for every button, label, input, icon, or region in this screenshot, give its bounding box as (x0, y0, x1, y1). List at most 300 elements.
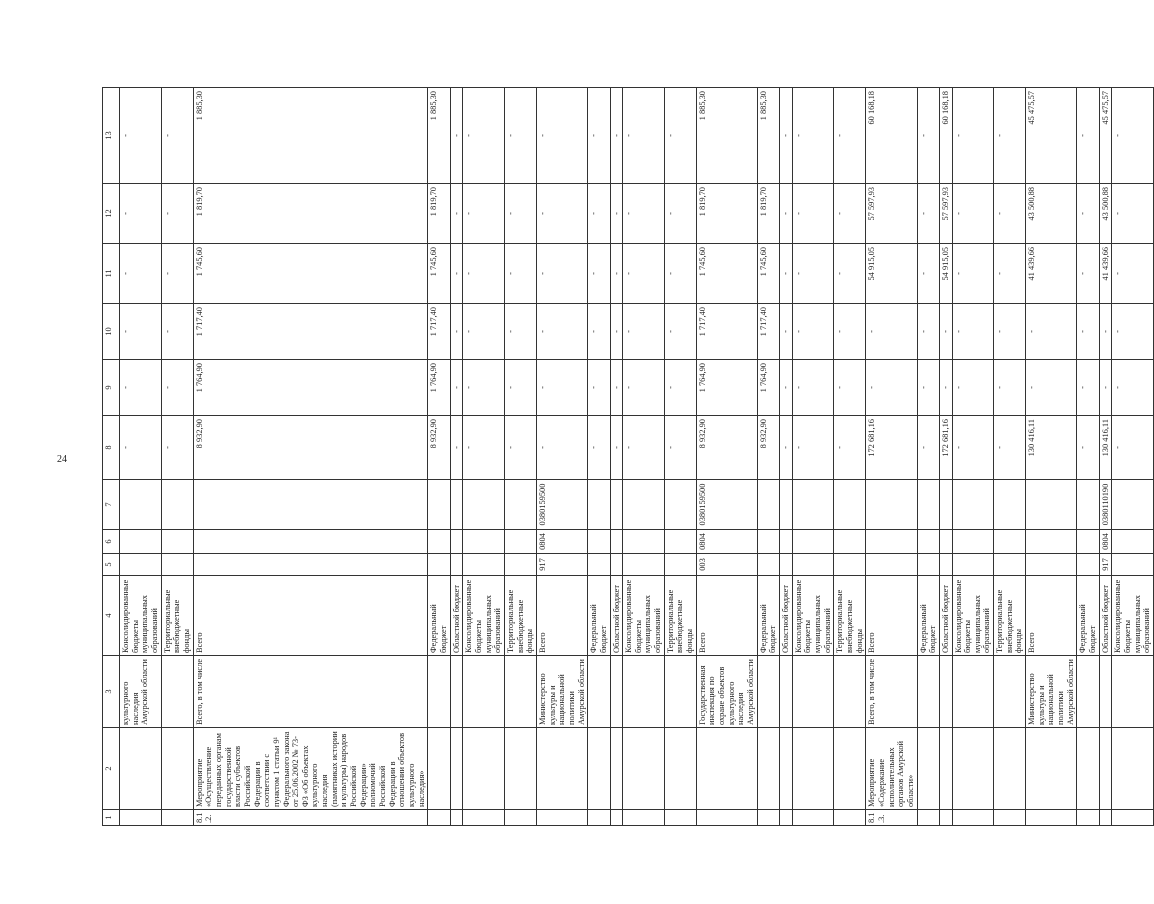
table-cell (757, 554, 779, 576)
table-cell (917, 728, 939, 810)
table-cell (610, 810, 623, 826)
table-row (504, 88, 536, 826)
table-row (450, 88, 463, 826)
table-cell: 41 439,66 (1099, 244, 1112, 304)
table-cell: - (1026, 360, 1077, 416)
table-cell: 54 915,05 (939, 244, 952, 304)
table-cell (450, 480, 463, 530)
table-cell (1112, 480, 1154, 530)
table-row (463, 88, 505, 826)
table-cell (757, 656, 779, 728)
table-cell: - (952, 244, 994, 304)
table-cell (504, 656, 536, 728)
table-cell: 1 885,30 (696, 88, 757, 184)
table-cell: Всего, в том числе (193, 656, 428, 728)
table-cell (866, 554, 917, 576)
table-cell (588, 554, 610, 576)
table-row (428, 88, 450, 826)
column-header: 11 (103, 244, 120, 304)
table-cell (463, 480, 505, 530)
table-cell: - (161, 360, 193, 416)
table-cell (161, 728, 193, 810)
table-cell (120, 480, 162, 530)
table-cell: - (504, 360, 536, 416)
table-cell (610, 728, 623, 810)
table-cell: - (994, 88, 1026, 184)
table-cell (1112, 728, 1154, 810)
table-cell: - (623, 88, 665, 184)
table-cell: Федеральный бюджет (428, 576, 450, 656)
table-cell (463, 554, 505, 576)
table-cell: - (463, 304, 505, 360)
table-cell: - (610, 88, 623, 184)
table-cell: Областной бюджет (450, 576, 463, 656)
table-cell: Консолидированные бюджеты муниципальных образований (623, 576, 665, 656)
table-cell: 45 475,57 (1099, 88, 1112, 184)
table-cell: 41 439,66 (1026, 244, 1077, 304)
table-cell (161, 656, 193, 728)
table-cell: - (463, 360, 505, 416)
table-cell: - (623, 184, 665, 244)
table-cell: - (917, 360, 939, 416)
table-cell: - (952, 184, 994, 244)
table-cell (757, 728, 779, 810)
table-cell (504, 728, 536, 810)
table-cell: 1 885,30 (193, 88, 428, 184)
table-cell: - (450, 244, 463, 304)
table-cell (610, 480, 623, 530)
table-cell: - (450, 416, 463, 480)
table-cell: - (504, 88, 536, 184)
table-cell: 43 500,88 (1026, 184, 1077, 244)
table-cell: - (780, 360, 793, 416)
table-cell (834, 554, 866, 576)
table-cell (1112, 554, 1154, 576)
table-cell: 1 819,70 (696, 184, 757, 244)
table-cell: 1 717,40 (428, 304, 450, 360)
table-cell (623, 656, 665, 728)
table-cell: - (504, 416, 536, 480)
table-cell: 1 745,60 (696, 244, 757, 304)
table-cell: Территориальные внебюджетные фонды (834, 576, 866, 656)
table-cell: 1 819,70 (757, 184, 779, 244)
table-row (1112, 88, 1154, 826)
table-cell (952, 530, 994, 554)
table-row (952, 88, 994, 826)
table-cell: 8 932,90 (193, 416, 428, 480)
table-cell: 1 764,90 (428, 360, 450, 416)
table-cell: Мероприятие «Осуществление переданных органам государственной власти субъектов Российской Федерации в соответствии с пунктом 1 статьи 9¹ Федерального закона от 25.06.2002 № 73-ФЗ «Об объектах культурного наследия (памятниках истории и культуры) народов Российской Федерации» полномочий Российской Федерации в отношении объектов культурного наследия» (193, 728, 428, 810)
table-cell (780, 728, 793, 810)
table-cell (450, 530, 463, 554)
table-cell: - (588, 304, 610, 360)
table-cell: 57 597,93 (939, 184, 952, 244)
table-cell: Министерство культуры и национальной политики Амурской области (536, 656, 587, 728)
table-cell (588, 480, 610, 530)
table-cell: - (623, 360, 665, 416)
table-cell: - (504, 304, 536, 360)
table-row (120, 88, 162, 826)
table-cell: - (1077, 184, 1099, 244)
table-cell: Федеральный бюджет (917, 576, 939, 656)
table-cell: - (664, 184, 696, 244)
table-cell: 917 (1099, 554, 1112, 576)
table-cell: - (952, 304, 994, 360)
table-cell (428, 656, 450, 728)
table-cell: 0804 (536, 530, 587, 554)
table-cell (792, 810, 834, 826)
table-cell (664, 810, 696, 826)
table-row (664, 88, 696, 826)
table-cell: - (161, 184, 193, 244)
table-cell (994, 554, 1026, 576)
table-cell (588, 810, 610, 826)
table-cell (610, 554, 623, 576)
table-cell (450, 810, 463, 826)
table-cell: - (588, 184, 610, 244)
table-cell: - (536, 88, 587, 184)
table-cell: - (780, 304, 793, 360)
column-header: 12 (103, 184, 120, 244)
table-row (1077, 88, 1099, 826)
table-cell (450, 728, 463, 810)
table-cell (696, 728, 757, 810)
table-cell: - (994, 360, 1026, 416)
page-number: 24 (57, 454, 67, 465)
table-cell: 45 475,57 (1026, 88, 1077, 184)
table-cell: 1 717,40 (696, 304, 757, 360)
table-cell (120, 530, 162, 554)
table-cell (834, 728, 866, 810)
table-cell: - (834, 184, 866, 244)
table-cell: Всего (866, 576, 917, 656)
table-cell: Областной бюджет (610, 576, 623, 656)
table-cell: 8 932,90 (428, 416, 450, 480)
table-cell (834, 656, 866, 728)
table-cell: - (536, 360, 587, 416)
table-cell (696, 810, 757, 826)
table-cell: Всего (193, 576, 428, 656)
column-header: 5 (103, 554, 120, 576)
table-cell (463, 728, 505, 810)
table-cell: 130 416,11 (1026, 416, 1077, 480)
table-cell: - (1099, 304, 1112, 360)
table-row (193, 88, 428, 826)
table-cell: - (536, 304, 587, 360)
table-cell: - (834, 304, 866, 360)
table-cell: Территориальные внебюджетные фонды (664, 576, 696, 656)
table-cell: - (450, 184, 463, 244)
table-cell: 172 681,16 (939, 416, 952, 480)
table-cell (1026, 480, 1077, 530)
table-cell (792, 728, 834, 810)
table-cell: - (780, 416, 793, 480)
table-cell (504, 480, 536, 530)
table-cell (834, 530, 866, 554)
table-cell (1026, 810, 1077, 826)
table-cell (610, 656, 623, 728)
table-cell (952, 810, 994, 826)
table-cell: Областной бюджет (939, 576, 952, 656)
table-cell (664, 728, 696, 810)
table-cell (623, 728, 665, 810)
table-cell: - (792, 184, 834, 244)
table-cell: - (939, 360, 952, 416)
table-cell: - (610, 184, 623, 244)
table-cell: - (792, 88, 834, 184)
table-cell: - (1112, 184, 1154, 244)
column-header: 9 (103, 360, 120, 416)
table-cell (1077, 728, 1099, 810)
table-cell: - (1077, 88, 1099, 184)
table-cell (917, 480, 939, 530)
table-row (588, 88, 610, 826)
table-cell (1026, 728, 1077, 810)
table-cell: - (463, 416, 505, 480)
table-cell: Консолидированные бюджеты муниципальных образований (792, 576, 834, 656)
table-cell (588, 656, 610, 728)
table-cell (792, 480, 834, 530)
table-cell: - (792, 416, 834, 480)
table-cell (193, 554, 428, 576)
table-cell: культурного наследия Амурской области (120, 656, 162, 728)
table-cell: 60 168,18 (866, 88, 917, 184)
column-header: 6 (103, 530, 120, 554)
table-cell: 130 416,11 (1099, 416, 1112, 480)
table-cell (623, 810, 665, 826)
table-cell (588, 530, 610, 554)
table-cell (1099, 656, 1112, 728)
table-cell: 172 681,16 (866, 416, 917, 480)
table-cell: - (994, 416, 1026, 480)
table-cell (917, 554, 939, 576)
rotated-page (102, 88, 1152, 826)
table-cell: - (120, 304, 162, 360)
table-cell: 1 885,30 (757, 88, 779, 184)
table-cell: 0380159500 (696, 480, 757, 530)
table-cell (504, 554, 536, 576)
table-cell: - (952, 416, 994, 480)
table-row (780, 88, 793, 826)
table-cell: Консолидированные бюджеты муниципальных образований (120, 576, 162, 656)
table-cell (536, 810, 587, 826)
table-cell: Консолидированные бюджеты муниципальных образований (463, 576, 505, 656)
table-cell: Всего, в том числе (866, 656, 917, 728)
table-cell: - (120, 360, 162, 416)
table-cell: 1 764,90 (696, 360, 757, 416)
table-cell: - (664, 88, 696, 184)
table-cell (939, 530, 952, 554)
table-cell: 917 (536, 554, 587, 576)
table-cell (994, 530, 1026, 554)
table-cell: - (792, 304, 834, 360)
table-cell: Областной бюджет (1099, 576, 1112, 656)
table-cell: - (120, 244, 162, 304)
table-cell (757, 810, 779, 826)
table-cell: - (610, 360, 623, 416)
table-cell: - (450, 360, 463, 416)
table-cell (193, 480, 428, 530)
table-cell (193, 530, 428, 554)
column-header: 3 (103, 656, 120, 728)
table-cell: - (1077, 416, 1099, 480)
table-cell: - (834, 360, 866, 416)
table-cell (780, 810, 793, 826)
table-cell: 8 932,90 (696, 416, 757, 480)
table-cell (463, 530, 505, 554)
table-row (866, 88, 917, 826)
table-cell: - (588, 88, 610, 184)
table-cell (866, 530, 917, 554)
table-cell (504, 810, 536, 826)
table-cell: - (917, 184, 939, 244)
table-row (161, 88, 193, 826)
table-row (994, 88, 1026, 826)
table-row (536, 88, 587, 826)
table-cell: 0380110190 (1099, 480, 1112, 530)
table-cell (952, 728, 994, 810)
table-row (834, 88, 866, 826)
table-cell: - (780, 184, 793, 244)
table-cell (917, 530, 939, 554)
table-cell: - (1077, 360, 1099, 416)
table-cell (588, 728, 610, 810)
table-cell (757, 530, 779, 554)
table-cell (428, 810, 450, 826)
table-cell (1077, 810, 1099, 826)
table-cell: - (161, 304, 193, 360)
table-cell: 60 168,18 (939, 88, 952, 184)
table-cell: - (866, 304, 917, 360)
table-cell (623, 530, 665, 554)
table-cell (939, 728, 952, 810)
table-cell: - (463, 184, 505, 244)
table-cell (1112, 530, 1154, 554)
table-row (610, 88, 623, 826)
table-cell: 0804 (1099, 530, 1112, 554)
table-row (917, 88, 939, 826)
table-cell: - (536, 184, 587, 244)
table-cell (939, 480, 952, 530)
table-cell (952, 480, 994, 530)
table-cell: Федеральный бюджет (1077, 576, 1099, 656)
table-cell: - (1112, 416, 1154, 480)
table-cell (120, 810, 162, 826)
table-cell: Федеральный бюджет (757, 576, 779, 656)
table-cell (780, 554, 793, 576)
table-cell: 0380159500 (536, 480, 587, 530)
table-cell: - (588, 244, 610, 304)
table-cell: 43 500,88 (1099, 184, 1112, 244)
table-cell: - (504, 184, 536, 244)
table-cell: 1 819,70 (193, 184, 428, 244)
table-cell (1077, 554, 1099, 576)
column-header: 1 (103, 810, 120, 826)
table-cell (780, 480, 793, 530)
table-cell: - (1112, 360, 1154, 416)
table-cell (834, 810, 866, 826)
table-row (696, 88, 757, 826)
table-cell: - (504, 244, 536, 304)
table-cell: - (1077, 244, 1099, 304)
table-cell: 1 717,40 (757, 304, 779, 360)
table-row (792, 88, 834, 826)
table-cell (1077, 480, 1099, 530)
table-cell: Мероприятие «Содержание исполнительных органов Амурской области» (866, 728, 917, 810)
table-cell: - (610, 416, 623, 480)
budget-table (102, 87, 1154, 826)
table-cell (623, 554, 665, 576)
table-cell: - (610, 304, 623, 360)
table-cell: - (917, 304, 939, 360)
table-cell: 1 745,60 (193, 244, 428, 304)
table-cell: - (994, 304, 1026, 360)
table-cell (1099, 810, 1112, 826)
table-cell: - (780, 88, 793, 184)
table-cell: Консолидированные бюджеты муниципальных образований (952, 576, 994, 656)
table-cell (994, 728, 1026, 810)
table-cell (664, 480, 696, 530)
table-cell: - (792, 360, 834, 416)
table-cell: - (994, 184, 1026, 244)
table-cell: - (939, 304, 952, 360)
table-cell: Территориальные внебюджетные фонды (161, 576, 193, 656)
table-cell (623, 480, 665, 530)
table-cell: - (834, 416, 866, 480)
table-cell: Всего (1026, 576, 1077, 656)
table-cell: - (463, 88, 505, 184)
table-cell: Областной бюджет (780, 576, 793, 656)
table-cell (161, 810, 193, 826)
table-cell (994, 480, 1026, 530)
table-cell: - (161, 244, 193, 304)
table-cell: 0804 (696, 530, 757, 554)
table-cell (463, 810, 505, 826)
table-cell (917, 810, 939, 826)
table-cell (610, 530, 623, 554)
table-cell: - (664, 244, 696, 304)
table-cell: - (450, 88, 463, 184)
table-cell: - (623, 416, 665, 480)
table-cell: Всего (536, 576, 587, 656)
table-cell: - (917, 416, 939, 480)
table-cell (664, 530, 696, 554)
table-cell: - (917, 88, 939, 184)
table-cell: - (792, 244, 834, 304)
table-cell (1026, 554, 1077, 576)
table-cell: - (1077, 304, 1099, 360)
table-cell (428, 480, 450, 530)
table-row (757, 88, 779, 826)
table-cell (939, 810, 952, 826)
table-row (939, 88, 952, 826)
table-cell (939, 554, 952, 576)
table-cell (450, 656, 463, 728)
table-row (1026, 88, 1077, 826)
table-cell: - (952, 88, 994, 184)
table-cell (1112, 810, 1154, 826)
table-cell: - (588, 416, 610, 480)
table-cell: Всего (696, 576, 757, 656)
table-cell (994, 810, 1026, 826)
table-cell: - (664, 304, 696, 360)
table-cell: - (588, 360, 610, 416)
table-cell: 1 885,30 (428, 88, 450, 184)
table-cell (757, 480, 779, 530)
table-cell: - (866, 360, 917, 416)
table-row (1099, 88, 1112, 826)
table-cell (463, 656, 505, 728)
